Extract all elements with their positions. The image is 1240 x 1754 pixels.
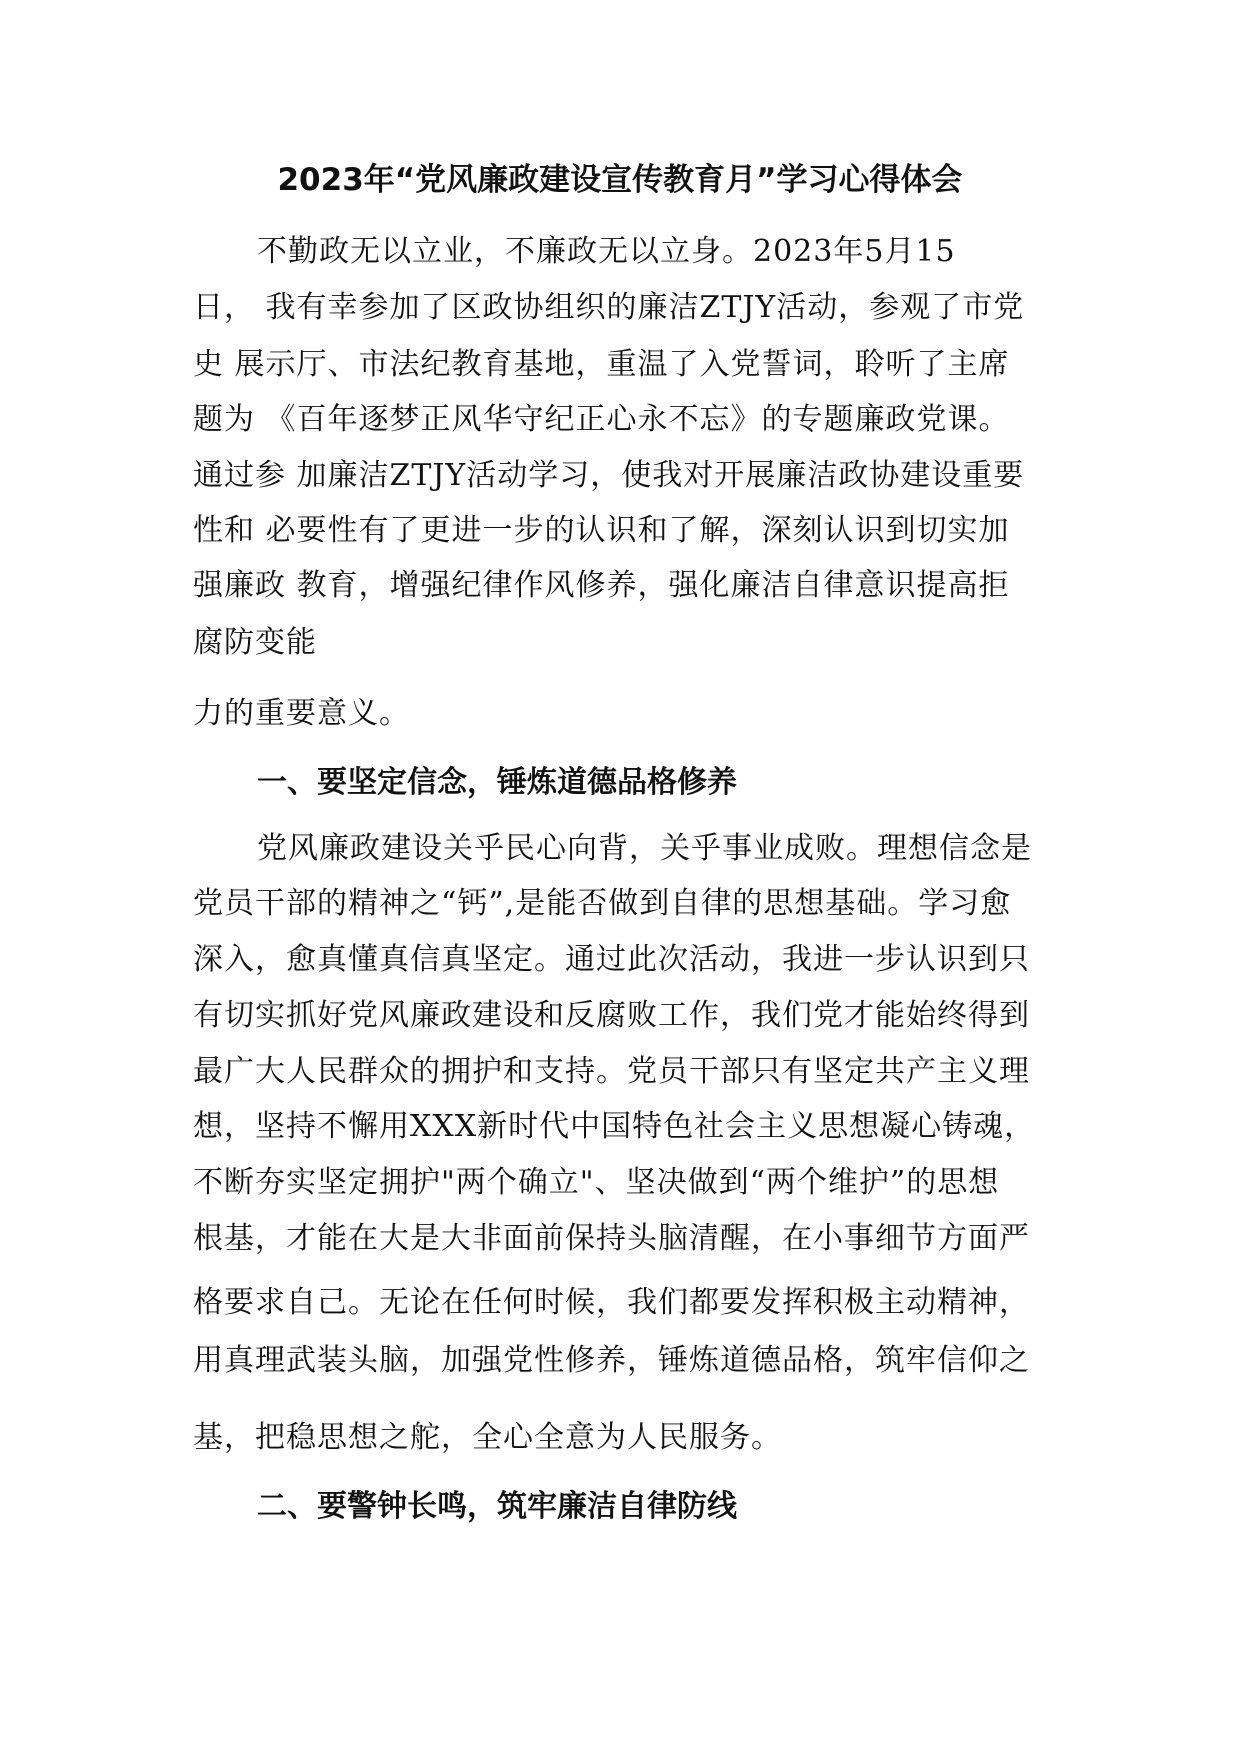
section-heading-1: 一、要坚定信念，锤炼道德品格修养 xyxy=(257,765,737,800)
paragraph-line: 党风廉政建设关乎民心向背，关乎事业成败。理想信念是 xyxy=(257,831,1032,866)
paragraph-line: 强廉政 教育，增强纪律作风修养，强化廉洁自律意识提高拒 xyxy=(193,568,1010,603)
paragraph-line: 史 展示厅、市法纪教育基地，重温了入党誓词，聆听了主席 xyxy=(193,347,1010,382)
paragraph-line: 用真理武装头脑，加强党性修养，锤炼道德品格，筑牢信仰之 xyxy=(193,1343,1030,1378)
paragraph-line: 力的重要意义。 xyxy=(193,696,410,731)
paragraph-line: 想，坚持不懈用XXX新时代中国特色社会主义思想凝心铸魂， xyxy=(193,1109,1036,1144)
paragraph-line: 不断夯实坚定拥护"两个确立"、坚决做到“两个维护”的思想 xyxy=(193,1165,1000,1200)
paragraph-line: 腐防变能 xyxy=(193,625,317,660)
paragraph-line: 性和 必要性有了更进一步的认识和了解，深刻认识到切实加 xyxy=(193,513,1010,548)
paragraph-line: 深入，愈真懂真信真坚定。通过此次活动，我进一步认识到只 xyxy=(193,942,1030,977)
paragraph-line: 党员干部的精神之“钙”,是能否做到自律的思想基础。学习愈 xyxy=(193,886,1012,921)
paragraph-line: 题为 《百年逐梦正风华守纪正心永不忘》的专题廉政党课。 xyxy=(193,402,1010,437)
paragraph-line: 不勤政无以立业，不廉政无以立身。2023年5月15 xyxy=(257,234,956,269)
paragraph-line: 基，把稳思想之舵，全心全意为人民服务。 xyxy=(193,1420,782,1455)
paragraph-line: 格要求自己。无论在任何时候，我们都要发挥积极主动精神， xyxy=(193,1285,1030,1320)
paragraph-line: 根基，才能在大是大非面前保持头脑清醒，在小事细节方面严 xyxy=(193,1221,1030,1256)
section-heading-2: 二、要警钟长鸣，筑牢廉洁自律防线 xyxy=(257,1489,737,1524)
paragraph-line: 日， 我有幸参加了区政协组织的廉洁ZTJY活动，参观了市党 xyxy=(193,290,1025,325)
document-title: 2023年“党风廉政建设宣传教育月”学习心得体会 xyxy=(277,162,963,198)
paragraph-line: 最广大人民群众的拥护和支持。党员干部只有坚定共产主义理 xyxy=(193,1054,1030,1089)
paragraph-line: 有切实抓好党风廉政建设和反腐败工作，我们党才能始终得到 xyxy=(193,998,1030,1033)
paragraph-line: 通过参 加廉洁ZTJY活动学习，使我对开展廉洁政协建设重要 xyxy=(193,458,1025,493)
